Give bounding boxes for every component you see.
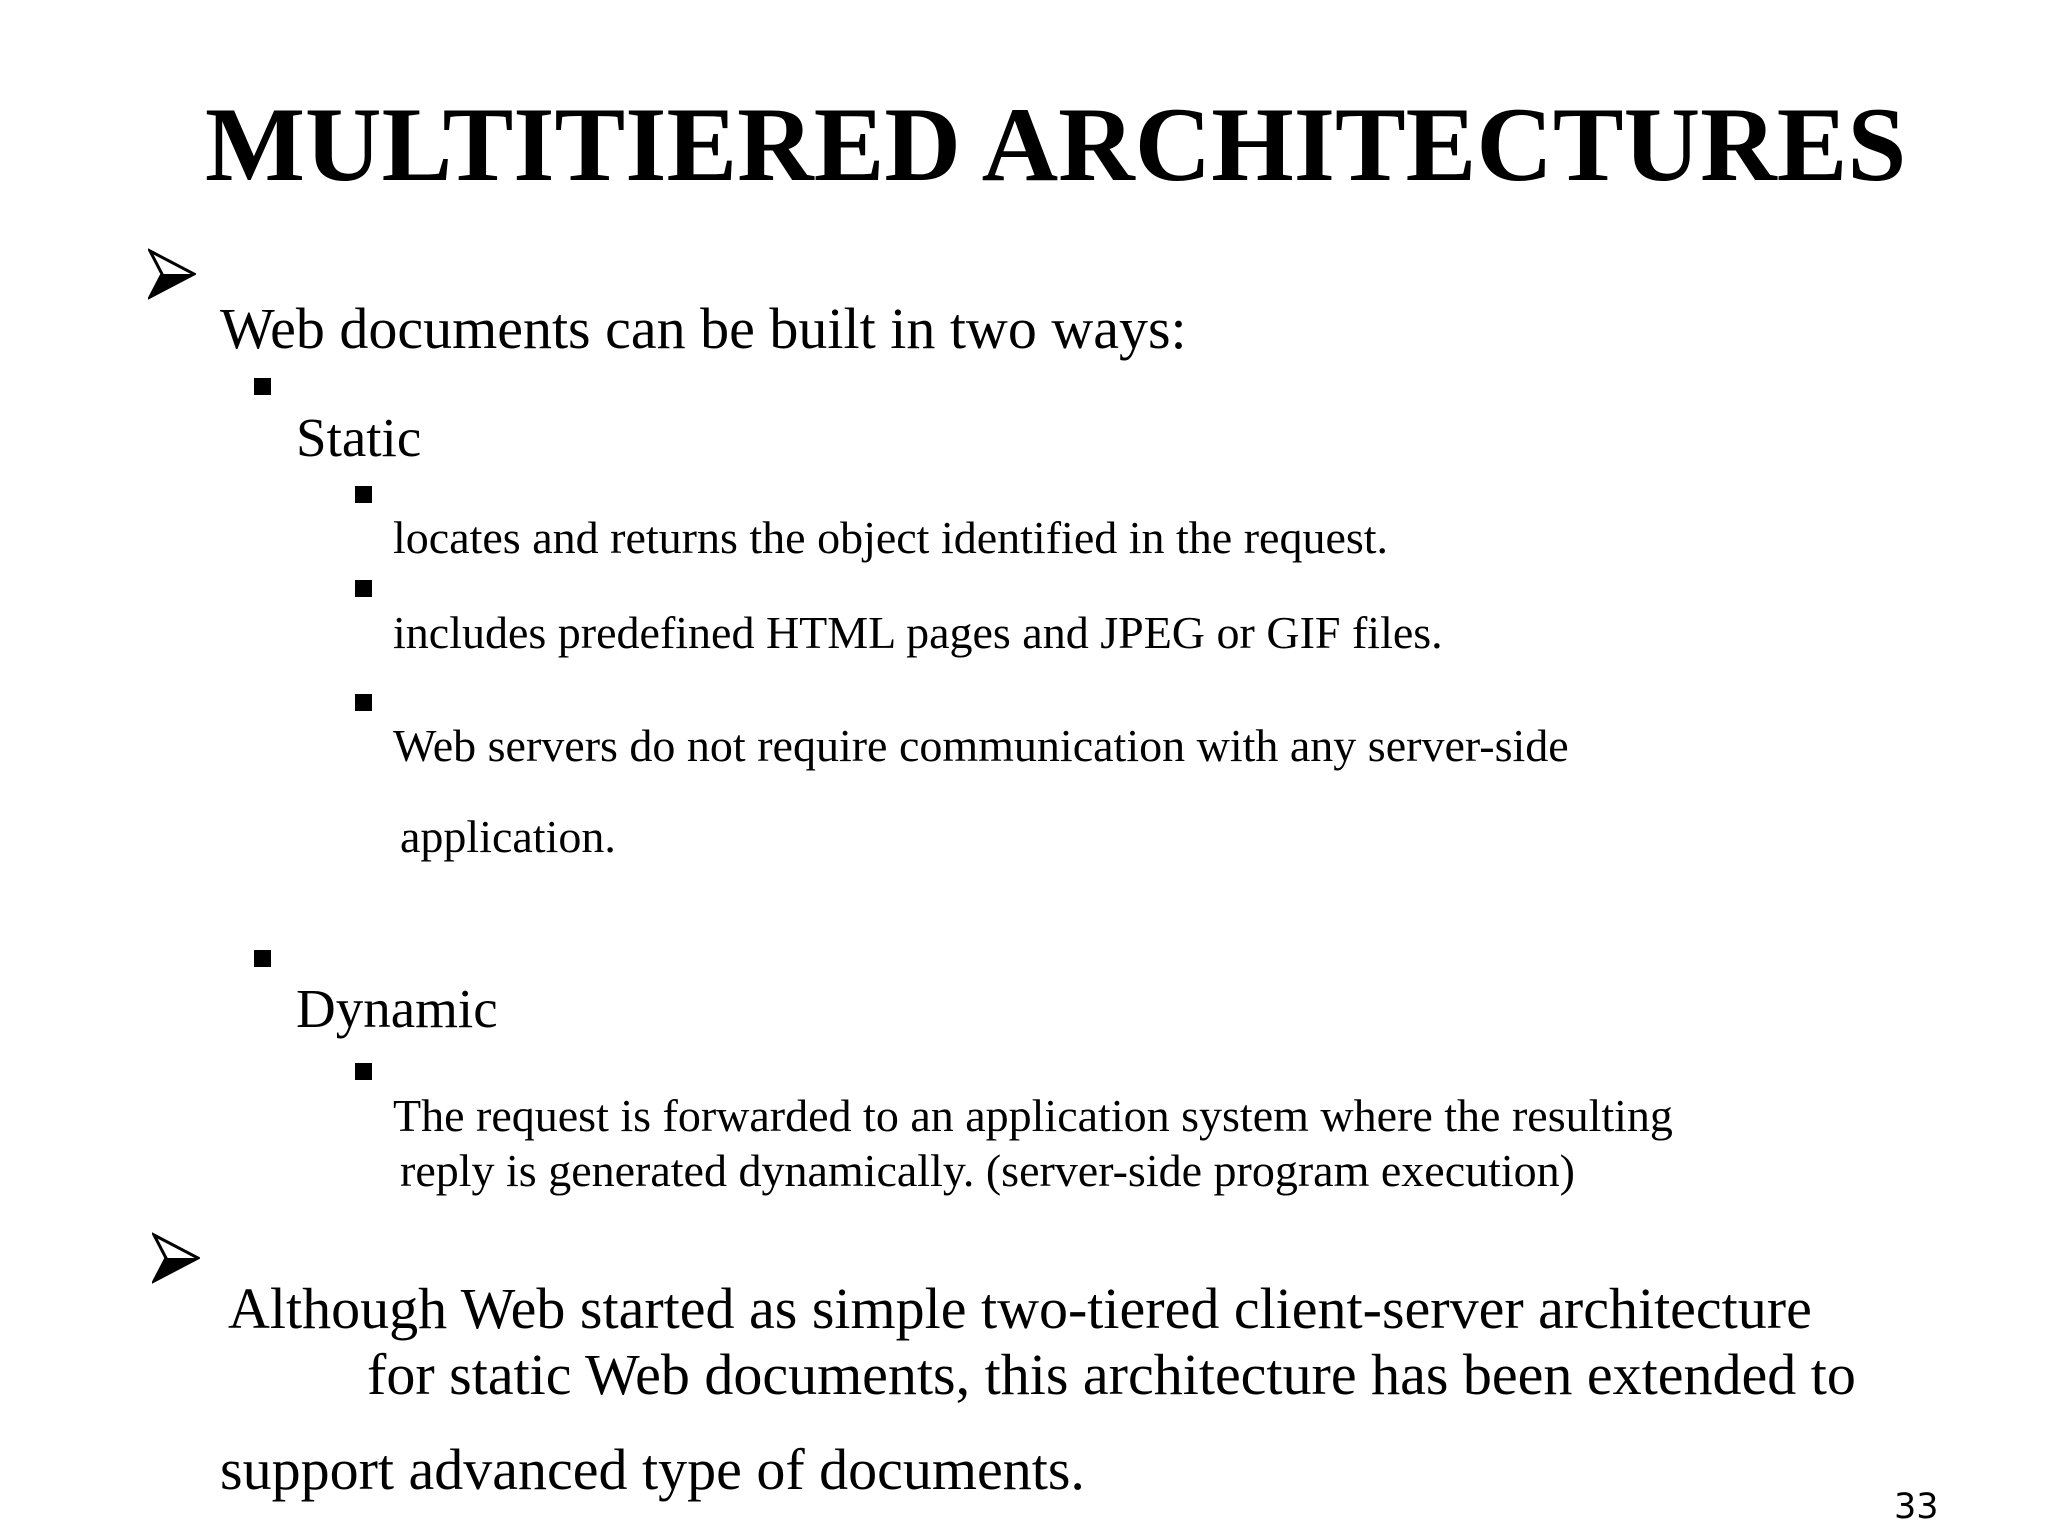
square-bullet-icon xyxy=(355,580,372,597)
static-item-locates: locates and returns the object identified in the request. xyxy=(393,512,1389,563)
subbullet-dynamic: Dynamic xyxy=(296,978,498,1039)
dynamic-item-line1: The request is forwarded to an application system where the resulting xyxy=(393,1090,1673,1141)
subbullet-static: Static xyxy=(296,407,422,468)
square-bullet-icon xyxy=(355,486,372,503)
bullet-although-line2: for static Web documents, this architecture has been extended to xyxy=(367,1342,1856,1407)
static-item-includes: includes predefined HTML pages and JPEG or GIF files. xyxy=(393,607,1443,658)
arrowhead-bullet-icon xyxy=(148,248,196,300)
dynamic-item-line2: reply is generated dynamically. (server-side program execution) xyxy=(400,1145,1575,1196)
slide-title: MULTITIERED ARCHITECTURES xyxy=(205,86,1907,203)
bullet-although-line3: support advanced type of documents. xyxy=(220,1437,1085,1502)
bullet-web-documents: Web documents can be built in two ways: xyxy=(220,296,1187,361)
square-bullet-icon xyxy=(355,1063,372,1080)
bullet-although-line1: Although Web started as simple two-tiered client-server architecture xyxy=(228,1276,1812,1341)
arrowhead-bullet-icon xyxy=(152,1232,200,1284)
static-item-web-servers-line2: application. xyxy=(400,811,616,862)
square-bullet-icon xyxy=(254,950,271,967)
square-bullet-icon xyxy=(355,694,372,711)
square-bullet-icon xyxy=(254,378,271,395)
page-number: 33 xyxy=(1894,1487,1939,1527)
static-item-web-servers-line1: Web servers do not require communication with any server-side xyxy=(393,720,1569,771)
